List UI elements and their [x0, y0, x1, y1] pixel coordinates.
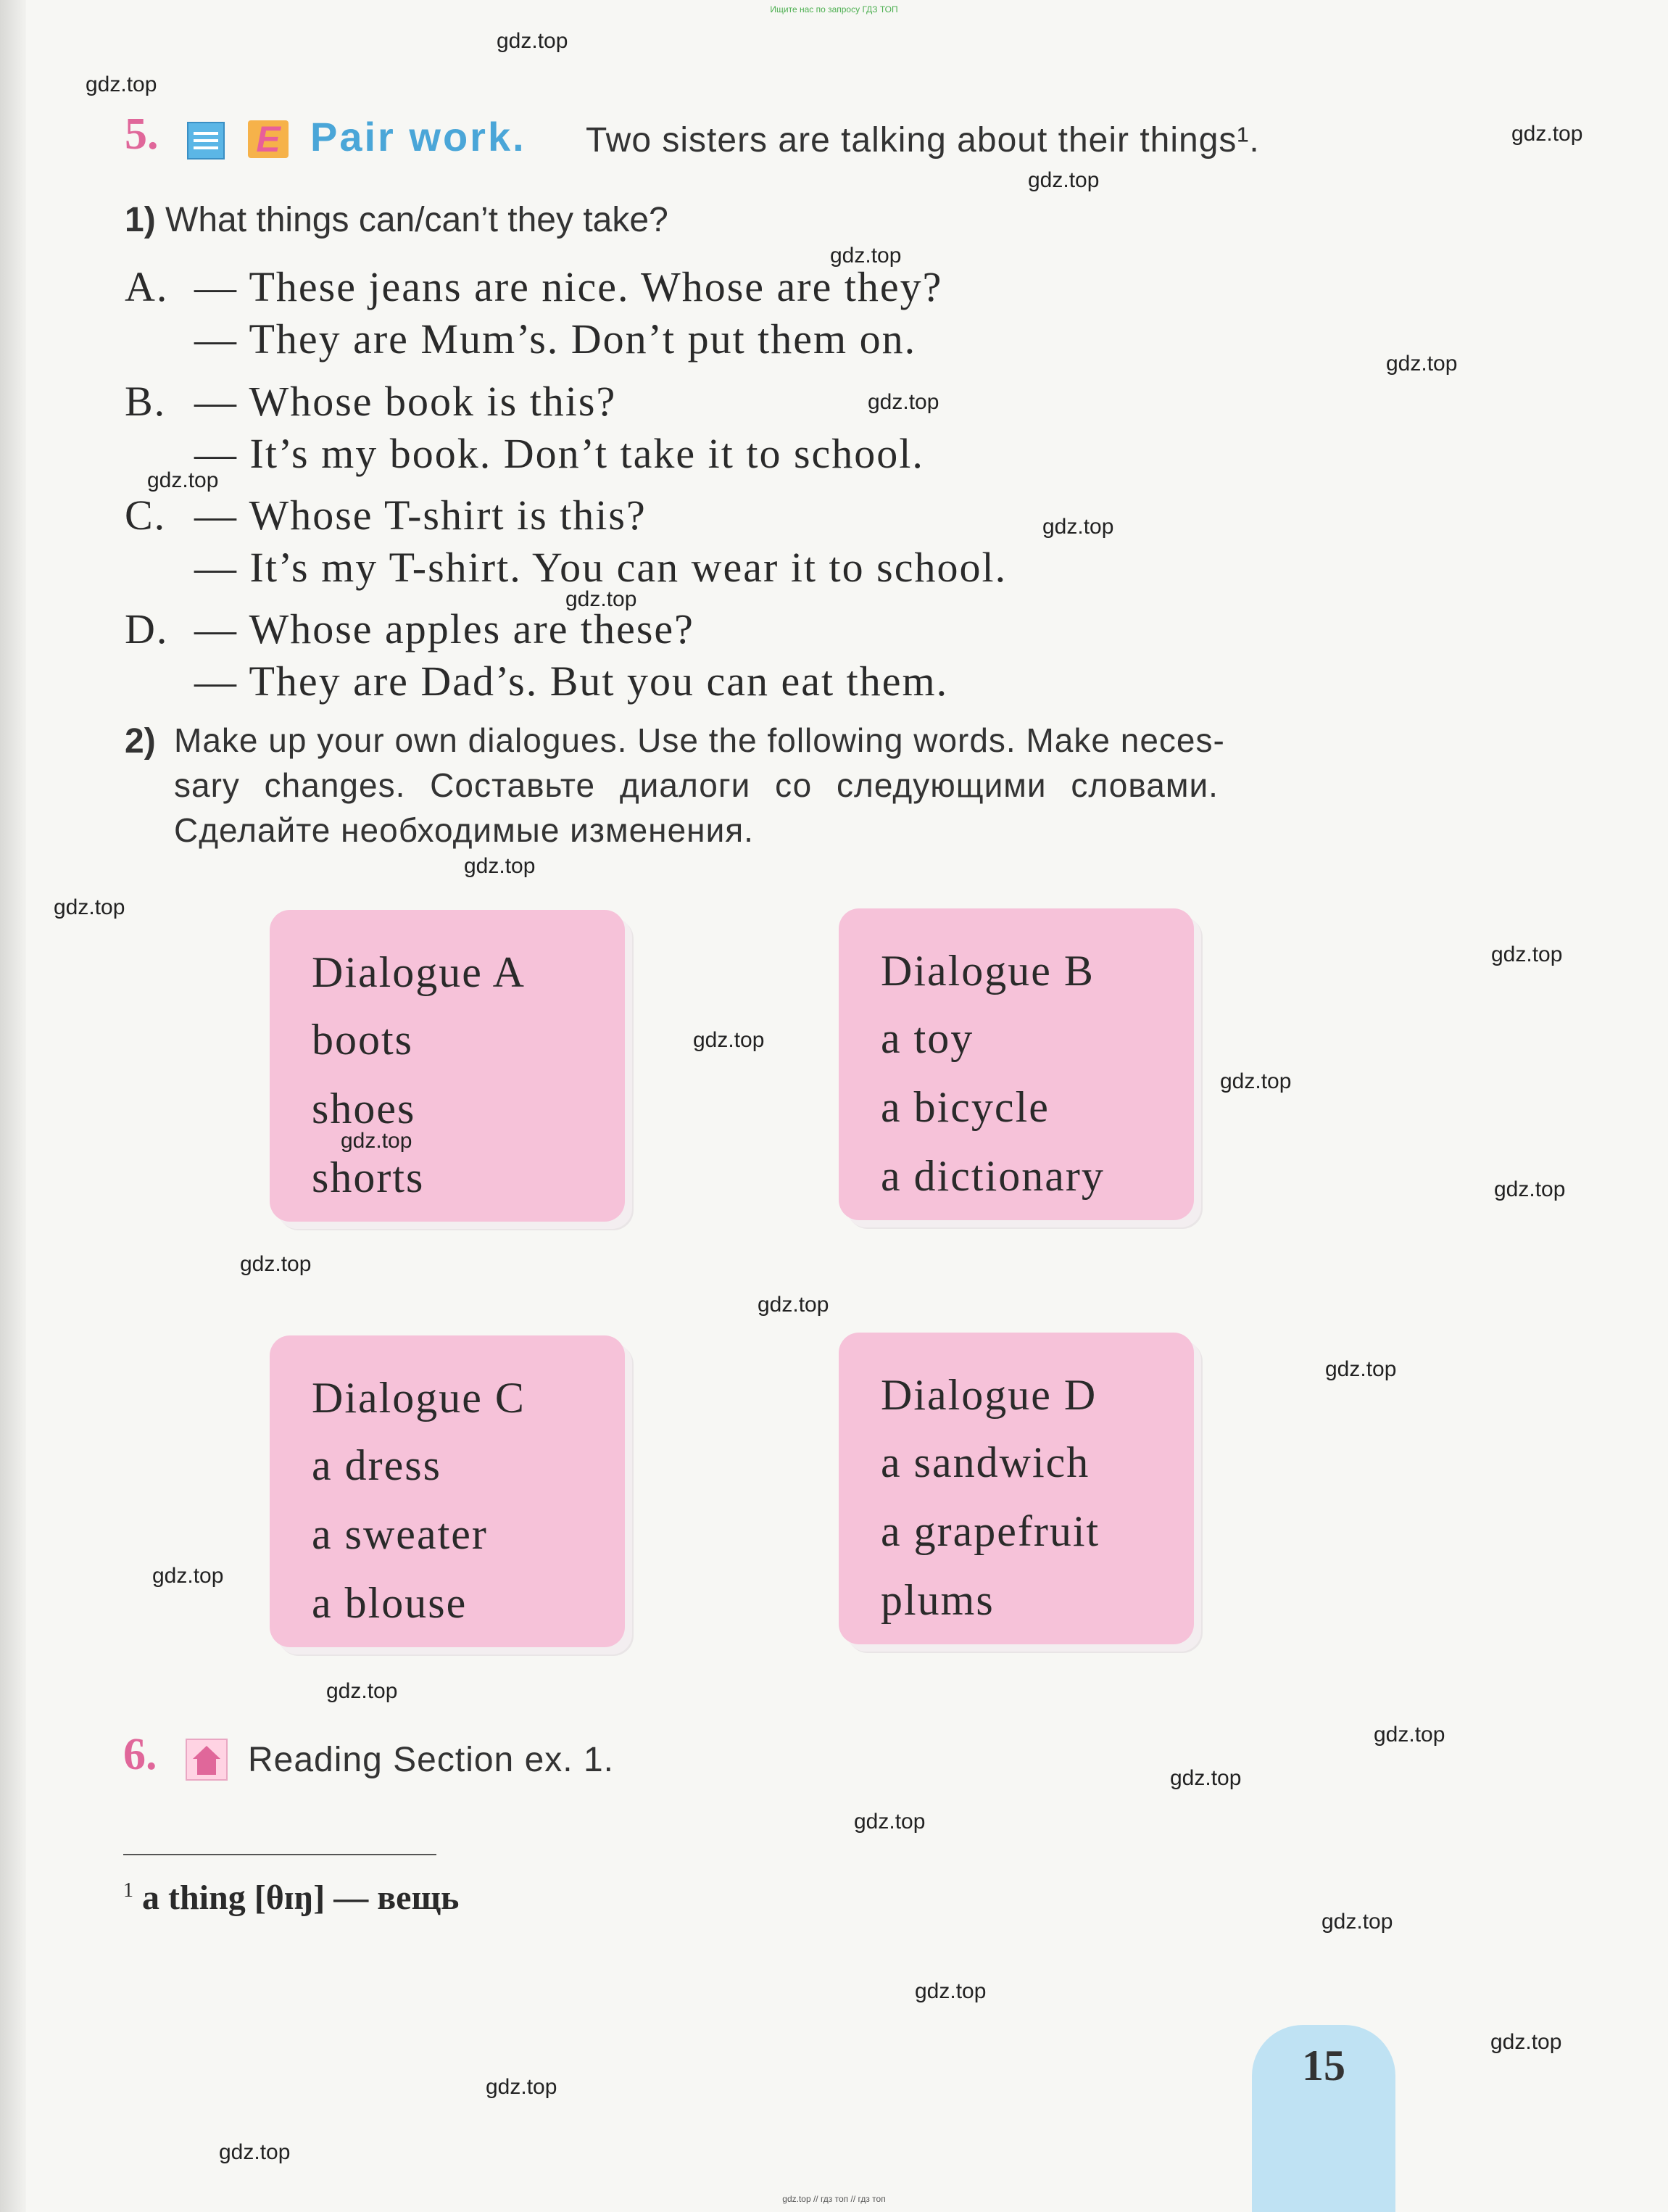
book-spine	[0, 0, 26, 2212]
watermark: gdz.top	[830, 244, 902, 268]
watermark: gdz.top	[1220, 1069, 1292, 1093]
exercise-6-text: Reading Section ex. 1.	[248, 1741, 614, 1779]
watermark: gdz.top	[854, 1810, 926, 1834]
card-d-item-2: a grapefruit	[881, 1507, 1100, 1555]
watermark: gdz.top	[1491, 943, 1563, 966]
watermark: gdz.top	[497, 29, 568, 53]
watermark: gdz.top	[915, 1979, 987, 2003]
dialogue-c-letter: C.	[125, 492, 167, 539]
card-c-title: Dialogue C	[312, 1374, 526, 1422]
dialogue-card-a	[270, 910, 625, 1222]
card-c-item-2: a sweater	[312, 1510, 488, 1558]
watermark: gdz.top	[868, 390, 939, 414]
card-a-item-1: boots	[312, 1016, 414, 1064]
card-b-item-3: a dictionary	[881, 1152, 1105, 1200]
watermark: gdz.top	[219, 2140, 291, 2164]
part-1	[125, 200, 668, 240]
watermark: gdz.top	[693, 1028, 765, 1052]
watermark: gdz.top	[1321, 1910, 1393, 1934]
dialogue-b-question: — Whose book is this?	[194, 378, 617, 425]
dialogue-d-letter: D.	[125, 605, 169, 653]
part-1-number: 1)	[125, 201, 156, 239]
watermark: gdz.top	[1325, 1357, 1397, 1381]
dialogue-c-question: — Whose T-shirt is this?	[194, 492, 647, 539]
dialogue-b-letter: B.	[125, 378, 167, 425]
part-2-line-3: Сделайте необходимые изменения.	[174, 811, 754, 849]
page-number: 15	[1302, 2042, 1345, 2089]
watermark: gdz.top	[1386, 352, 1458, 376]
card-a-item-2: shoes	[312, 1085, 416, 1132]
part-2-line-1: Make up your own dialogues. Use the following words. Make neces-	[174, 721, 1225, 759]
card-c-item-3: a blouse	[312, 1579, 468, 1627]
footnote	[123, 1878, 459, 1918]
exercise-5-number: 5.	[125, 109, 159, 159]
watermark: gdz.top	[1374, 1723, 1445, 1747]
footnote-mark: 1	[123, 1879, 133, 1902]
e-letter-icon: E	[248, 120, 289, 158]
watermark: gdz.top	[464, 854, 536, 878]
watermark: gdz.top	[1170, 1766, 1242, 1790]
watermark: gdz.top	[758, 1293, 829, 1317]
card-d-title: Dialogue D	[881, 1371, 1098, 1419]
watermark: gdz.top	[240, 1252, 312, 1276]
part-2-line-2: sary changes. Составьте диалоги со следующими словами.	[174, 766, 1219, 804]
watermark: gdz.top	[1042, 515, 1114, 539]
part-2-number: 2)	[125, 722, 156, 761]
watermark: gdz.top	[147, 468, 219, 492]
footer-note: gdz.top // гдз топ // гдз топ	[782, 2194, 886, 2204]
watermark: gdz.top	[86, 73, 157, 96]
dialogue-card-b	[839, 908, 1194, 1220]
card-d-item-3: plums	[881, 1576, 995, 1624]
part-2-text	[174, 718, 1450, 853]
dialogue-card-d	[839, 1333, 1194, 1644]
watermark: gdz.top	[152, 1564, 224, 1588]
card-b-item-1: a toy	[881, 1014, 974, 1062]
footnote-divider	[123, 1854, 436, 1855]
watermark: gdz.top	[486, 2075, 557, 2099]
dialogue-c-answer: — It’s my T-shirt. You can wear it to school.	[194, 544, 1008, 591]
exercise-5-text: Two sisters are talking about their things¹.	[586, 121, 1260, 160]
footnote-text: a thing [θɪŋ] — вещь	[142, 1878, 460, 1917]
part-1-text: What things can/can’t they take?	[165, 201, 668, 239]
house-icon	[186, 1739, 228, 1781]
watermark: gdz.top	[54, 895, 125, 919]
card-a-item-3: shorts	[312, 1153, 425, 1201]
list-icon	[187, 122, 225, 160]
card-c-item-1: a dress	[312, 1441, 441, 1489]
watermark: gdz.top	[1028, 168, 1100, 192]
dialogue-a-question: — These jeans are nice. Whose are they?	[194, 263, 943, 310]
exercise-6-number: 6.	[123, 1730, 157, 1779]
watermark: gdz.top	[565, 587, 637, 611]
watermark: gdz.top	[1511, 122, 1583, 146]
card-d-item-1: a sandwich	[881, 1438, 1090, 1486]
watermark: gdz.top	[341, 1129, 412, 1153]
dialogue-card-c	[270, 1335, 625, 1647]
exercise-5-title: Pair work.	[310, 114, 526, 160]
watermark: gdz.top	[1494, 1177, 1566, 1201]
dialogue-a-letter: A.	[125, 263, 169, 310]
dialogue-d-question: — Whose apples are these?	[194, 605, 694, 653]
dialogue-a-answer: — They are Mum’s. Don’t put them on.	[194, 315, 917, 363]
dialogue-d-answer: — They are Dad’s. But you can eat them.	[194, 658, 949, 705]
card-b-title: Dialogue B	[881, 947, 1095, 995]
card-a-title: Dialogue A	[312, 948, 526, 996]
watermark: gdz.top	[326, 1679, 398, 1703]
card-b-item-2: a bicycle	[881, 1083, 1050, 1131]
header-note: Ищите нас по запросу ГДЗ ТОП	[770, 4, 898, 15]
dialogue-b-answer: — It’s my book. Don’t take it to school.	[194, 430, 924, 477]
watermark: gdz.top	[1490, 2030, 1562, 2054]
